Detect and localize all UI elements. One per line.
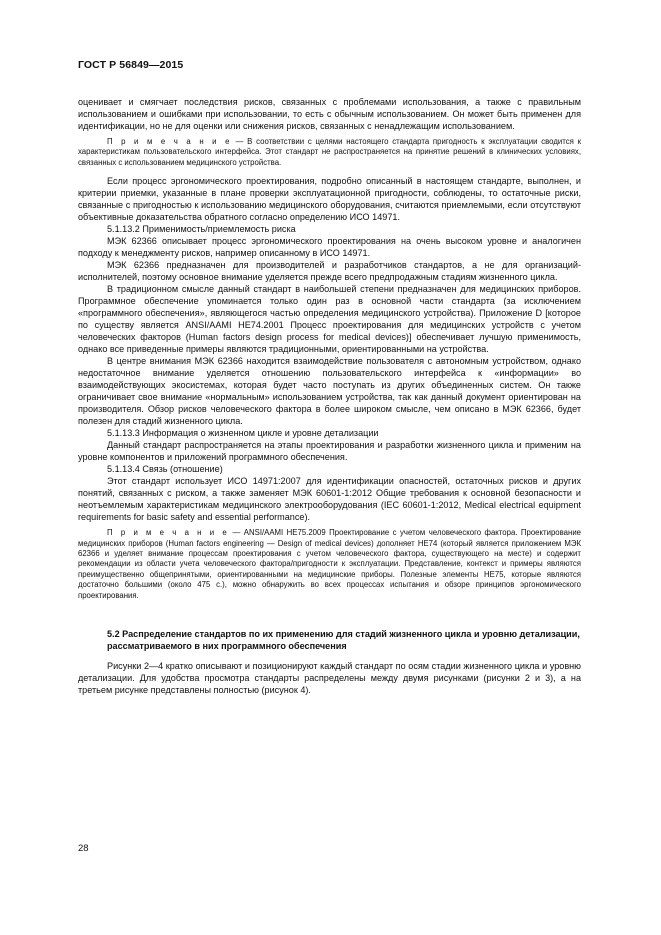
clause-heading: 5.1.13.4 Связь (отношение): [107, 464, 223, 475]
paragraph: Если процесс эргономического проектирования, подробно описанный в настоящем стандарте, выполнен, и критерии приемки, указанные в плане проверки эксплуатационной пригодности, соблюдены, то остаточные риски, связанные с пригодностью к использованию медицинского оборудования, считаются приемлемыми, если отсутствуют объективные доказательства обратного согласно определению ИСО 14971.: [78, 176, 581, 223]
paragraph: Данный стандарт распространяется на этапы проектирования и разработки жизненного цикла и применим на уровне компонентов и приложений программного обеспечения.: [78, 440, 581, 463]
note-label: П р и м е ч а н и е: [107, 528, 230, 538]
document-header: ГОСТ Р 56849—2015: [78, 59, 184, 71]
paragraph: В центре внимания МЭК 62366 находится взаимодействие пользователя с автономным устройством, однако недостаточное внимание уделяется отношению пользовательского интерфейса к «информации» во взаимодействующих экосистемах, которая будет часто поступать из других объединенных систем. Он также ограничивает свое внимание «нормальным» использованием устройства, так как данный документ ориентирован на производителя. Обзор рисков человеческого фактора в более широком смысле, чем описано в МЭК 62366, будет полезен для стадий жизненного цикла.: [78, 356, 581, 427]
page-body: [78, 96, 581, 696]
clause-heading: 5.1.13.2 Применимость/приемлемость риска: [107, 224, 296, 235]
note-text: — В соответствии с целями настоящего стандарта пригодность к эксплуатации сводится к характеристикам пользовательского интерфейса. Этот стандарт не распространяется на принятие решений в клинических условиях, связанных с использованием медицинского устройства.: [78, 137, 581, 167]
clause-heading: 5.1.13.3 Информация о жизненном цикле и уровне детализации: [107, 428, 379, 439]
paragraph: МЭК 62366 предназначен для производителей и разработчиков стандартов, а не для организаций-исполнителей, поэтому основное внимание уделяется прежде всего предпродажным стадиям жизненного цикла.: [78, 260, 581, 283]
note-label: П р и м е ч а н и е: [107, 137, 232, 146]
paragraph: В традиционном смысле данный стандарт в наибольшей степени предназначен для медицинских приборов. Программное обеспечение упоминается только один раз в основной части стандарта (за исключением «программного обеспечения», являющегося частью определения медицинского устройства). Приложение D [которое по существу является ANSI/AAMI HE74.2001 Процесс проектирования для медицинских устройств с учетом человеческих факторов (Human factors design process for medical devices)] обеспечивает лучшую применимость, однако все приведенные примеры являются традиционными, ориентированными на устройства.: [78, 284, 581, 355]
paragraph: оценивает и смягчает последствия рисков, связанных с проблемами использования, а также с правильным использованием и ошибками при использовании, то есть с обычным использованием. Он может быть применен для идентификации, но не для оценки или снижения рисков, связанных с ненадлежащим использованием.: [78, 97, 581, 131]
page-number: 28: [78, 843, 89, 854]
note: [78, 137, 581, 168]
section-heading: 5.2 Распределение стандартов по их применению для стадий жизненного цикла и уровню детализации, рассматриваемого в них программного обеспечения: [107, 629, 580, 652]
paragraph: Этот стандарт использует ИСО 14971:2007 для идентификации опасностей, остаточных рисков и других понятий, связанных с риском, а также заменяет МЭК 60601-1:2012 Общие требования к основной безопасности и неотъемлемым характеристикам медицинского электрооборудования (IEC 60601-1:2012, Medical electrical equipment requirements for basic safety and essential performance).: [78, 476, 581, 523]
paragraph: Рисунки 2—4 кратко описывают и позиционируют каждый стандарт по осям стадии жизненного цикла и уровню детализации. Для удобства просмотра стандарты распределены между двумя рисунками (рисунки 2 и 3), а на третьем рисунке представлены полностью (рисунок 4).: [78, 661, 581, 696]
note: [78, 528, 581, 601]
note-text: — ANSI/AAMI HE75.2009 Проектирование с учетом человеческого фактора. Проектирование медицинских приборов (Human factors engineering — Design of medical devices) дополняет HE74 (который является приложением МЭК 62366 и уделяет внимание процессам проектирования с учетом человеческого фактора, существующего на месте) и содержит рекомендации из области учета человеческого фактора/пригодности к эксплуатации. Представление, контекст и примеры являются преимущественно общепринятыми, ориентированными на медицинские приборы. Полезные элементы HE75, которые являются достаточно большими (около 475 с.), можно обнаружить во всех процессах испытания и обзоре принципов эргономического проектирования.: [78, 528, 582, 600]
paragraph: МЭК 62366 описывает процесс эргономического проектирования на очень высоком уровне и аналогичен подходу к менеджменту рисков, например описанному в ИСО 14971.: [78, 236, 581, 259]
